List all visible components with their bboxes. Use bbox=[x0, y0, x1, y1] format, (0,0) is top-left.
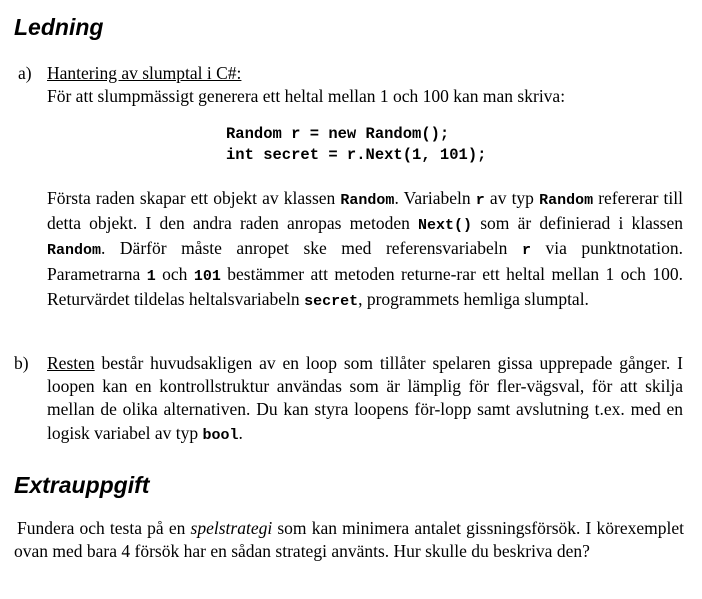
code-101: 101 bbox=[193, 267, 221, 285]
item-a-intro: För att slumpmässigt generera ett heltal mellan 1 och 100 kan man skriva: bbox=[47, 86, 566, 107]
code-r: r bbox=[521, 242, 531, 260]
code-1: 1 bbox=[146, 267, 156, 285]
code-line-2: int secret = r.Next(1, 101); bbox=[226, 146, 487, 164]
extra-text bbox=[14, 517, 684, 563]
code-line-1: Random r = new Random(); bbox=[226, 125, 450, 143]
text: via punktnotation. Parametrarna bbox=[47, 238, 683, 284]
code-random: Random bbox=[47, 242, 102, 260]
item-label-b: b) bbox=[14, 353, 29, 373]
text: Fundera och testa på en bbox=[17, 518, 191, 538]
text: som är definierad i klassen bbox=[472, 213, 683, 234]
item-label-a: a) bbox=[18, 63, 32, 83]
text: , programmets hemliga slumptal. bbox=[358, 288, 589, 309]
text: . Därför måste anropet ske med referensvariabeln bbox=[101, 238, 522, 259]
text: består huvudsakligen av en loop som tillåter spelaren gissa upprepade gånger. I loopen kan en kontrollstruktur användas som är lämplig för fler-vägsval, för att skilja mellan de olika alternativen. Du kan styra loopens för-lopp samt avslutning t.ex. med en logisk variabel av typ bbox=[47, 353, 683, 443]
text: bestämmer att metoden returne-rar ett heltal mellan 1 och 100. Returvärdet tildelas heltalsvariabeln bbox=[47, 263, 683, 309]
extra-emphasis: spelstrategi bbox=[190, 518, 273, 538]
text: . Variabeln bbox=[394, 188, 476, 208]
code-example bbox=[226, 124, 486, 166]
code-r: r bbox=[475, 192, 485, 209]
item-a-header bbox=[47, 62, 683, 108]
item-a-title: Hantering av slumptal i C#: bbox=[47, 63, 242, 83]
text: . bbox=[238, 422, 243, 443]
heading-extrauppgift: Extrauppgift bbox=[14, 472, 150, 498]
code-random: Random bbox=[539, 192, 594, 209]
code-bool: bool bbox=[202, 426, 239, 444]
text: refererar till detta objekt. I den andra raden anropas metoden bbox=[47, 188, 683, 234]
text: av typ bbox=[484, 188, 540, 208]
item-b-lead: Resten bbox=[47, 353, 95, 373]
item-b-text bbox=[47, 352, 683, 447]
code-secret: secret bbox=[304, 292, 359, 310]
item-a-explanation bbox=[47, 187, 683, 313]
code-random: Random bbox=[340, 192, 395, 209]
text: som kan minimera antalet gissningsförsök. I körexemplet ovan med bara 4 försök har en sådan strategi använts. Hur skulle du beskriva den? bbox=[14, 518, 685, 562]
text: och bbox=[155, 263, 194, 284]
text: Första raden skapar ett objekt av klassen bbox=[47, 188, 341, 208]
code-next: Next() bbox=[418, 217, 473, 235]
heading-ledning: Ledning bbox=[14, 14, 104, 40]
